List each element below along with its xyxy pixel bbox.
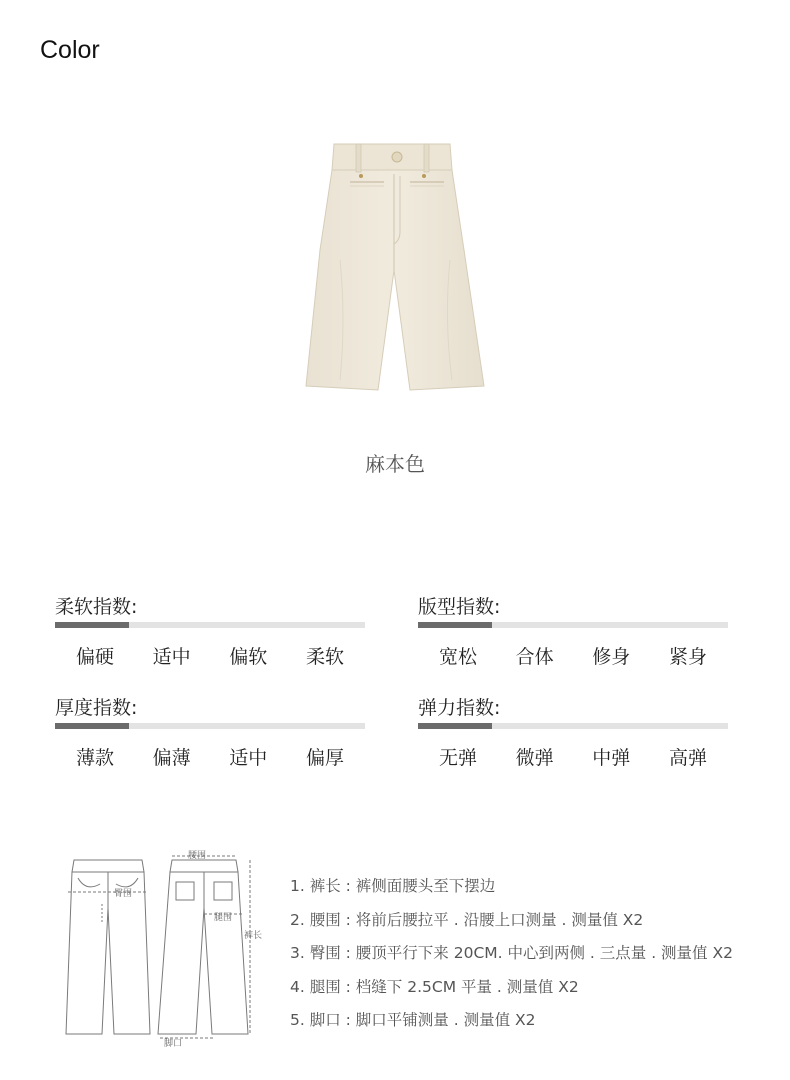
measurement-diagram [64,848,264,1048]
fit-index-title: 版型指数: [418,596,501,618]
diagram-label-waist: 腰围 [188,851,207,861]
measurement-note: 1. 裤长 : 裤侧面腰头至下摆边 [290,877,496,895]
elasticity-level: 中弹 [592,747,631,769]
elasticity-index [418,693,728,770]
fit-level: 合体 [515,646,554,668]
elasticity-index-bar [418,723,728,729]
shorts-illustration [300,140,490,400]
softness-index-bar-fill [55,622,129,628]
thickness-index-bar-fill [55,723,129,729]
diagram-label-hem: 脚口 [164,1039,183,1048]
thickness-level: 偏厚 [305,747,344,769]
diagram-label-hip: 臀围 [114,889,133,899]
thickness-index-bar [55,723,365,729]
fit-index-bar-fill [418,622,492,628]
fit-index [418,592,728,669]
softness-level: 偏软 [229,646,268,668]
measurement-note: 2. 腰围 : 将前后腰拉平 . 沿腰上口测量 . 测量值 X2 [290,910,644,929]
color-section-title: Color [40,36,100,64]
fit-level: 宽松 [438,646,477,668]
measurement-note: 4. 腿围 : 档缝下 2.5CM 平量 . 测量值 X2 [290,977,579,996]
fit-level: 紧身 [668,646,707,668]
thickness-index-title: 厚度指数: [55,697,138,719]
measurement-notes [290,874,733,1042]
measurement-note: 3. 臀围 : 腰顶平行下来 20CM. 中心到两侧 . 三点量 . 测量值 X2 [290,944,733,962]
softness-level: 柔软 [305,646,344,668]
softness-level: 适中 [152,646,191,668]
thickness-level: 薄款 [75,747,114,769]
color-name-label: 麻本色 [365,452,425,476]
diagram-label-length: 裤长 [244,931,263,941]
fit-level: 修身 [592,646,631,668]
product-image [300,140,490,400]
softness-index-title: 柔软指数: [55,596,138,618]
thickness-index [55,693,365,770]
elasticity-level: 微弹 [515,747,554,769]
elasticity-level: 无弹 [438,747,477,769]
elasticity-index-title: 弹力指数: [418,697,501,719]
thickness-level: 适中 [229,747,268,769]
thickness-level: 偏薄 [152,747,191,769]
fit-index-bar [418,622,728,628]
elasticity-index-bar-fill [418,723,492,729]
softness-index-bar [55,622,365,628]
softness-level: 偏硬 [75,646,114,668]
softness-index [55,592,365,669]
elasticity-level: 高弹 [668,747,707,769]
measurement-note: 5. 脚口 : 脚口平铺测量 . 测量值 X2 [290,1011,536,1029]
diagram-label-thigh: 腿围 [214,913,233,923]
